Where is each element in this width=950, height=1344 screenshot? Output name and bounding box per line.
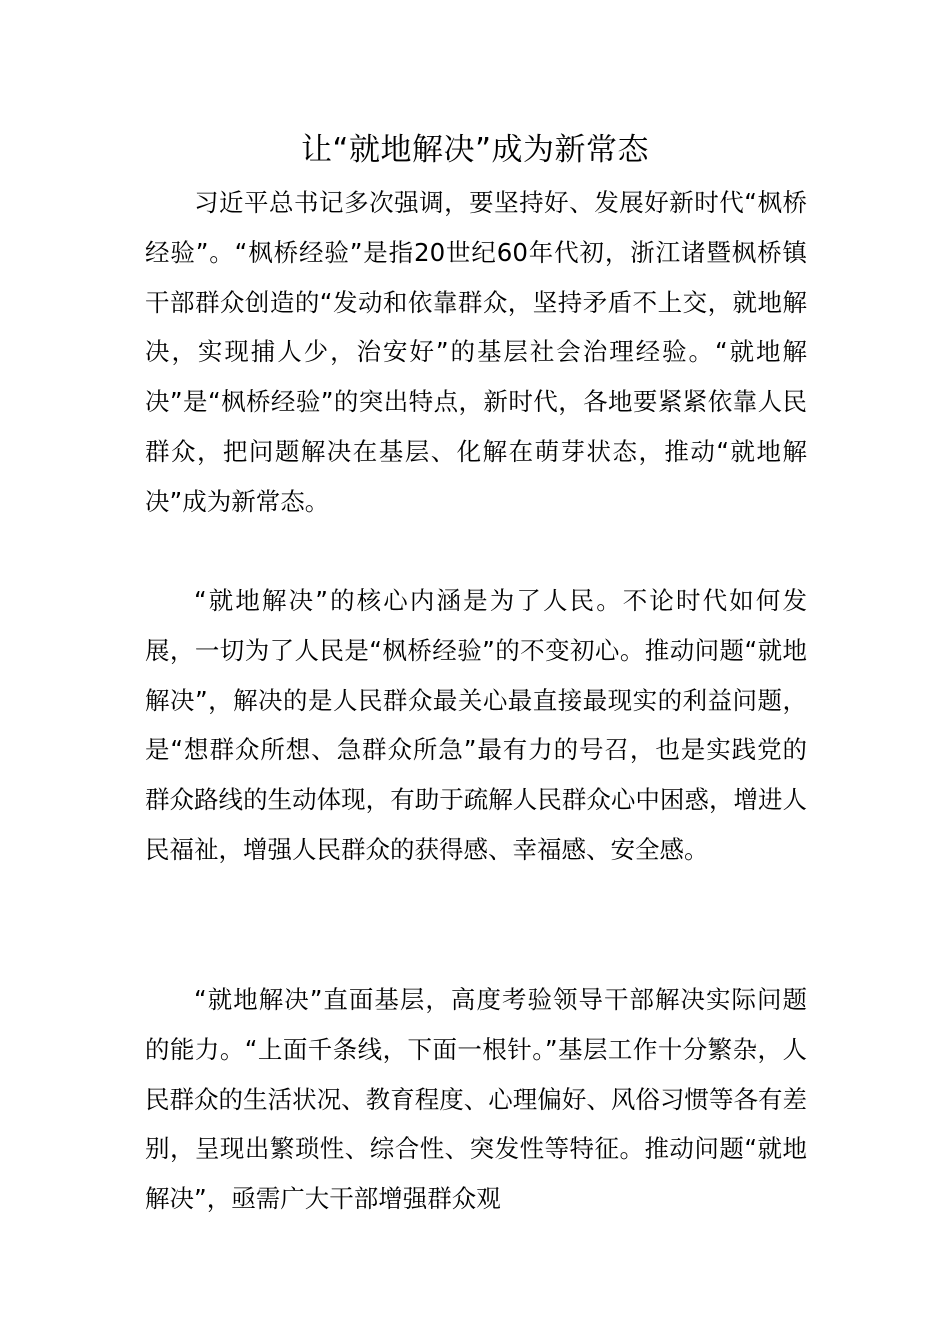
body-paragraph: “就地解决”的核心内涵是为了人民。不论时代如何发展，一切为了人民是“枫桥经验”的不变初心。推动问题“就地解决”，解决的是人民群众最关心最直接最现实的利益问题，是“想群众所想、急群众所急”最有力的号召，也是实践党的群众路线的生动体现，有助于疏解人民群众心中困惑，增进人民福祉，增强人民群众的获得感、幸福感、安全感。: [145, 586, 807, 864]
paragraph-block-3: [145, 975, 807, 1224]
paragraph-block-1: [145, 178, 807, 527]
document-title: 让“就地解决”成为新常态: [300, 132, 650, 168]
body-paragraph: 习近平总书记多次强调，要坚持好、发展好新时代“枫桥经验”。“枫桥经验”是指20世纪60年代初，浙江诸暨枫桥镇干部群众创造的“发动和依靠群众，坚持矛盾不上交，就地解决，实现捕人少，治安好”的基层社会治理经验。“就地解决”是“枫桥经验”的突出特点，新时代，各地要紧紧依靠人民群众，把问题解决在基层、化解在萌芽状态，推动“就地解决”成为新常态。: [145, 188, 807, 516]
paragraph-block-2: [145, 576, 807, 875]
body-paragraph: “就地解决”直面基层，高度考验领导干部解决实际问题的能力。“上面千条线，下面一根针。”基层工作十分繁杂，人民群众的生活状况、教育程度、心理偏好、风俗习惯等各有差别，呈现出繁琐性、综合性、突发性等特征。推动问题“就地解决”，亟需广大干部增强群众观: [145, 985, 807, 1214]
